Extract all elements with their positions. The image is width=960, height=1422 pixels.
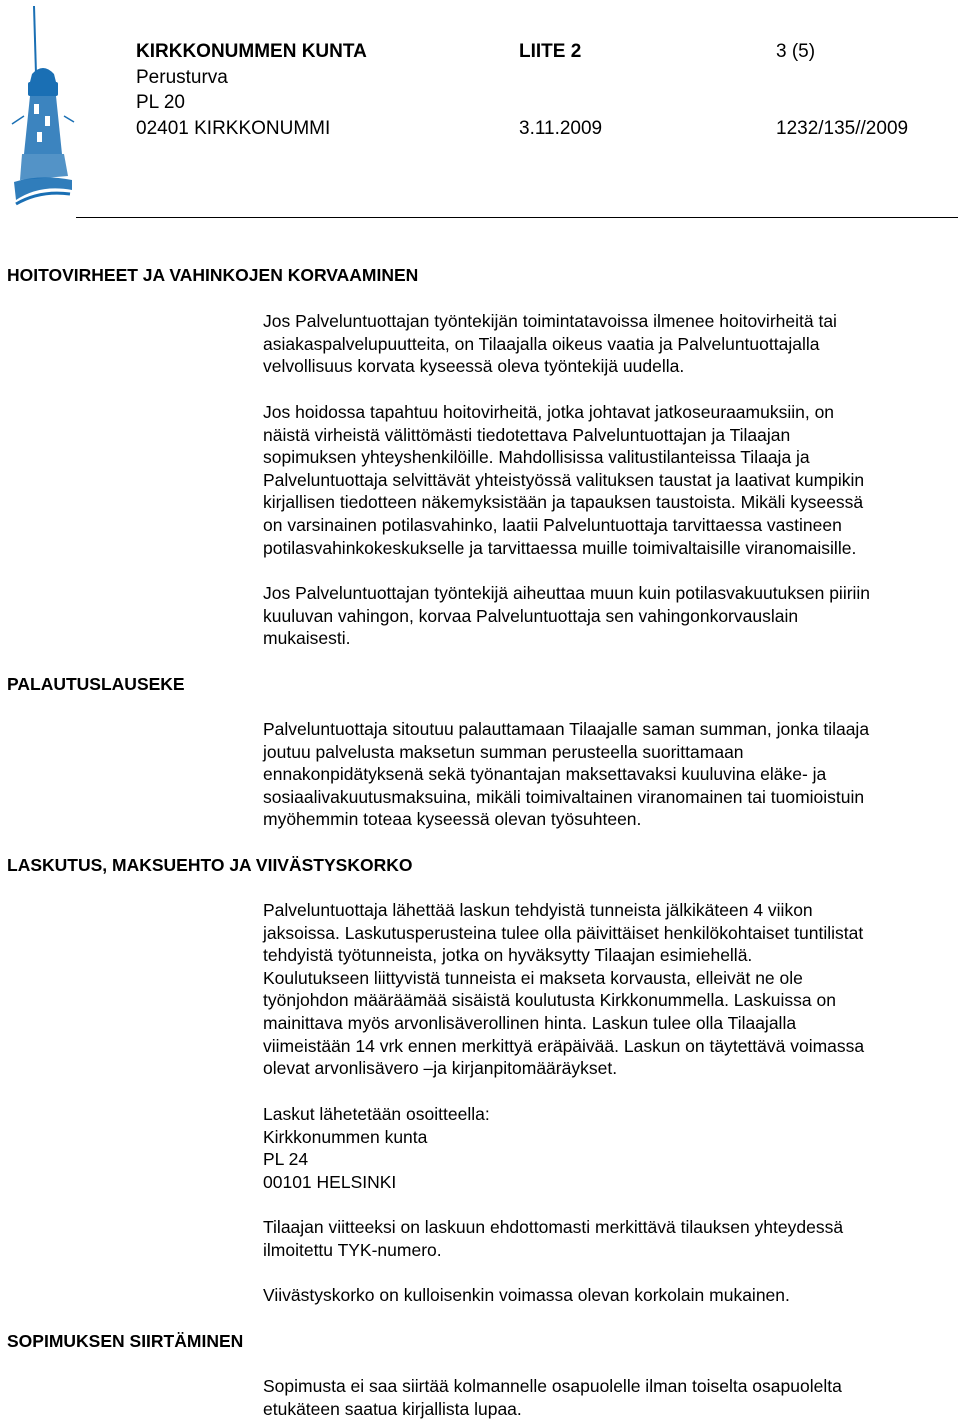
paragraph-laskutus-4 [263,1284,953,1307]
text-line: Sopimusta ei saa siirtää kolmannelle osapuolelle ilman toiselta osapuolelta [263,1376,842,1396]
lighthouse-logo-icon [10,4,76,208]
text-line: Jos Palveluntuottajan työntekijä aiheuttaa muun kuin potilasvakuutuksen piiriin [263,583,871,603]
text-line: etukäteen saatua kirjallista lupaa. [263,1398,522,1419]
document-date: 3.11.2009 [519,118,603,139]
text-line: näistä virheistä välittömästi tiedotettava Palveluntuottajan ja Tilaajan [263,424,791,445]
text-line: joutuu palvelusta maksetun summan perusteella suorittamaan [263,741,744,762]
text-line: myöhemmin toteaa kyseessä olevan työsuhteen. [263,809,642,830]
text-line: jaksoissa. Laskutusperusteina tulee olla päivittäiset henkilökohtaiset tuntilistat [263,922,864,943]
text-line: työnjohdon määräämää sisäistä koulutusta Kirkkonummella. Laskuissa on [263,990,836,1011]
text-line: sosiaalivakuutusmaksuina, mikäli toimivaltainen viranomainen tai tuomioistuin [263,786,865,807]
text-line: Koulutukseen liittyvistä tunneista ei makseta korvausta, elleivät ne ole [263,967,803,988]
text-line: Viivästyskorko on kulloisenkin voimassa olevan korkolain mukainen. [263,1285,790,1305]
text-line: Jos Palveluntuottajan työntekijän toimintatavoissa ilmenee hoitovirheitä tai [263,311,837,331]
text-line: 00101 HELSINKI [263,1171,397,1192]
text-line: viimeistään 14 vrk ennen merkittyä eräpäivää. Laskun on täytettävä voimassa [263,1035,865,1056]
section-title-hoitovirheet: HOITOVIRHEET JA VAHINKOJEN KORVAAMINEN [7,265,419,285]
city: 02401 KIRKKONUMMI [136,118,331,139]
text-line: ennakonpidätyksenä sekä työnantajan maksettavaksi kuuluvina eläke- ja [263,764,827,785]
paragraph-laskutus-3 [263,1216,953,1261]
text-line: Palveluntuottaja lähettää laskun tehdyistä tunneista jälkikäteen 4 viikon [263,900,813,920]
section-title-siirto: SOPIMUKSEN SIIRTÄMINEN [7,1331,244,1351]
attachment-label: LIITE 2 [519,41,582,62]
text-line: kirjallisen tiedotteen näkemyksistään ja tapauksen taustoista. Mikäli kyseessä [263,492,864,513]
paragraph-hoitovirheet-2 [263,401,953,559]
department: Perusturva [136,67,228,88]
section-title-laskutus: LASKUTUS, MAKSUEHTO JA VIIVÄSTYSKORKO [7,855,413,875]
text-line: Laskut lähetetään osoitteella: [263,1104,490,1124]
text-line: velvollisuus korvata kyseessä oleva työntekijä uudella. [263,356,685,377]
text-line: tehdyistä työtunneista, jotka on hyväksytty Tilaajan esimiehellä. [263,945,753,966]
paragraph-hoitovirheet-1 [263,310,953,378]
text-line: ilmoitettu TYK-numero. [263,1239,442,1260]
paragraph-hoitovirheet-3 [263,582,953,650]
text-line: Kirkkonummen kunta [263,1126,428,1147]
text-line: PL 24 [263,1149,309,1170]
header-divider [76,217,958,218]
text-line: Palveluntuottaja selvittävät yhteistyössä valituksen taustat ja laativat kumpikin [263,469,865,490]
text-line: olevat arvonlisävero –ja kirjanpitomääräykset. [263,1058,618,1079]
section-title-palautuslauseke: PALAUTUSLAUSEKE [7,674,185,694]
text-line: Jos hoidossa tapahtuu hoitovirheitä, jotka johtavat jatkoseuraamuksiin, on [263,402,835,422]
page-number: 3 (5) [776,41,816,62]
paragraph-laskutus-1 [263,899,953,1080]
municipality-logo [10,4,76,208]
billing-address [263,1103,953,1193]
po-box: PL 20 [136,92,185,113]
text-line: asiakaspalvelupuutteita, on Tilaajalla oikeus vaatia ja Palveluntuottajalla [263,333,820,354]
text-line: mukaisesti. [263,628,351,649]
text-line: kuuluvan vahingon, korvaa Palveluntuottaja sen vahingonkorvauslain [263,605,799,626]
reference-number: 1232/135//2009 [776,118,909,139]
text-line: mainittava myös arvonlisäverollinen hinta. Laskun tulee olla Tilaajalla [263,1012,797,1033]
paragraph-palautus-1 [263,718,953,831]
org-name: KIRKKONUMMEN KUNTA [136,41,367,62]
text-line: Tilaajan viitteeksi on laskuun ehdottomasti merkittävä tilauksen yhteydessä [263,1217,844,1237]
text-line: potilasvahinkokeskukselle ja tarvittaessa muille toimivaltaisille viranomaisille. [263,537,857,558]
text-line: on varsinainen potilasvahinko, laatii Palveluntuottaja tarvittaessa vastineen [263,514,842,535]
text-line: sopimuksen yhteyshenkilöille. Mahdollisissa valitustilanteissa Tilaaja ja [263,447,810,468]
text-line: Palveluntuottaja sitoutuu palauttamaan Tilaajalle saman summan, jonka tilaaja [263,719,870,739]
paragraph-siirto-1 [263,1375,953,1420]
